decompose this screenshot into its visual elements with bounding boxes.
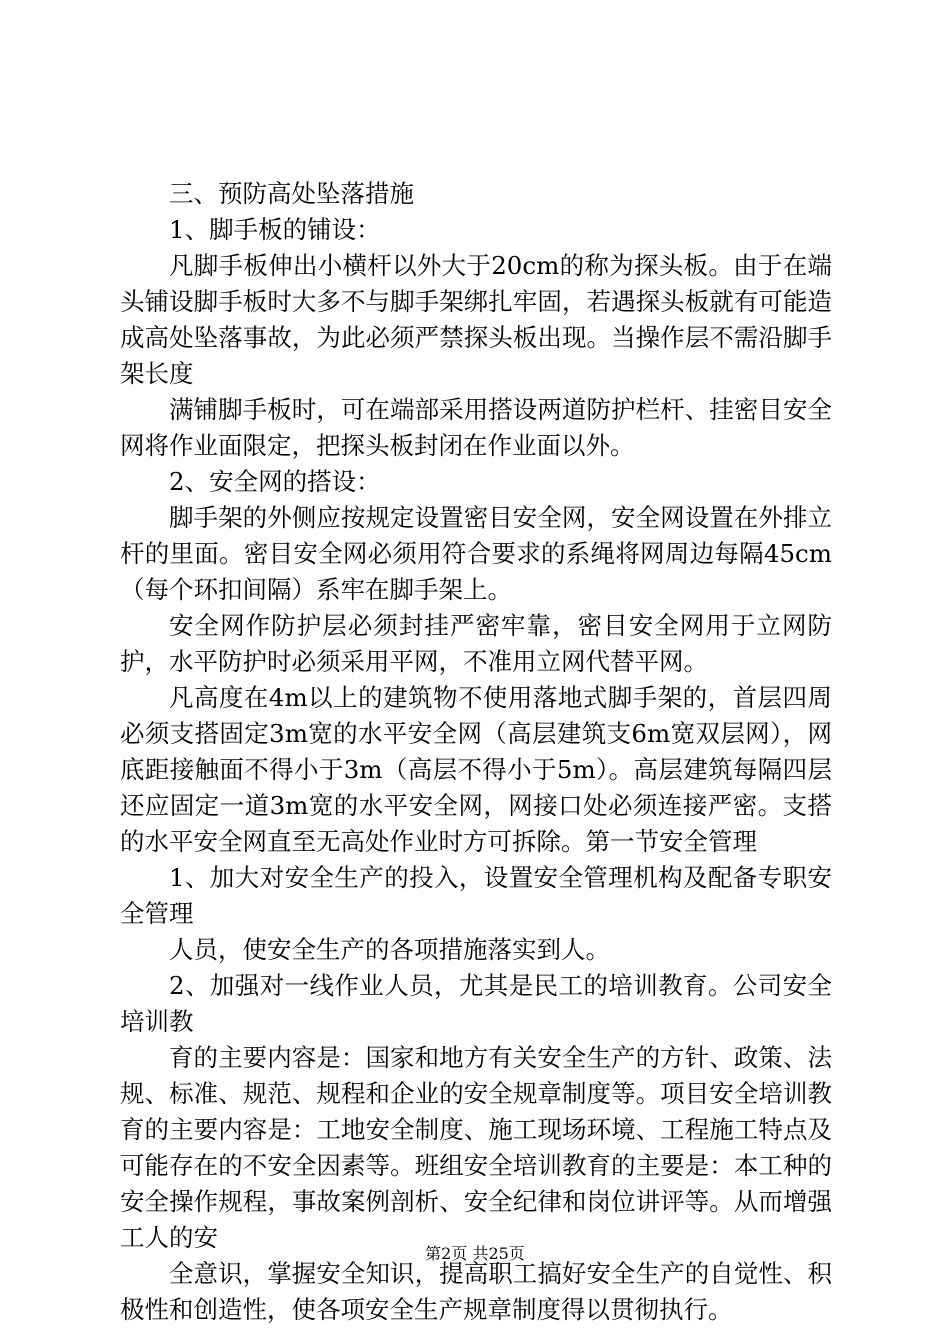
paragraph: 全意识，掌握安全知识，提高职工搞好安全生产的自觉性、积极性和创造性，使各项安全生产规章制度得以贯彻执行。 [120, 1259, 832, 1324]
section-heading: 三、预防高处坠落措施 [169, 179, 414, 208]
paragraph: 育的主要内容是：国家和地方有关安全生产的方针、政策、法规、标准、规范、规程和企业的安全规章制度等。项目安全培训教育的主要内容是：工地安全制度、施工现场环境、工程施工特点及可能存在的不安全因素等。班组安全培训教育的主要是：本工种的安全操作规程，事故案例剖析、安全纪律和岗位讲评等。从而增强工人的安 [120, 1043, 832, 1252]
paragraph: 凡高度在4m以上的建筑物不使用落地式脚手架的，首层四周必须支搭固定3m宽的水平安全网（高层建筑支6m宽双层网），网底距接触面不得小于3m（高层不得小于5m）。高层建筑每隔四层还应固定一道3m宽的水平安全网，网接口处必须连接严密。支搭的水平安全网直至无高处作业时方可拆除。第一节安全管理 [120, 683, 832, 856]
paragraph: 2、加强对一线作业人员，尤其是民工的培训教育。公司安全培训教 [120, 971, 832, 1036]
subsection-heading: 1、脚手板的铺设： [169, 215, 381, 244]
page-number: 第2页 共25页 [425, 1244, 525, 1263]
document-body [120, 176, 832, 1328]
paragraph: 脚手架的外侧应按规定设置密目安全网，安全网设置在外排立杆的里面。密目安全网必须用符合要求的系绳将网周边每隔45cm（每个环扣间隔）系牢在脚手架上。 [120, 503, 832, 604]
paragraph: 凡脚手板伸出小横杆以外大于20cm的称为探头板。由于在端头铺设脚手板时大多不与脚手架绑扎牢固，若遇探头板就有可能造成高处坠落事故，为此必须严禁探头板出现。当操作层不需沿脚手架长度 [120, 251, 832, 388]
subsection-heading: 2、安全网的搭设： [169, 467, 381, 496]
paragraph: 满铺脚手板时，可在端部采用搭设两道防护栏杆、挂密目安全网将作业面限定，把探头板封闭在作业面以外。 [120, 395, 832, 460]
page-footer [0, 1242, 950, 1266]
paragraph: 1、加大对安全生产的投入，设置安全管理机构及配备专职安全管理 [120, 863, 832, 928]
paragraph: 安全网作防护层必须封挂严密牢靠，密目安全网用于立网防护，水平防护时必须采用平网，不准用立网代替平网。 [120, 611, 832, 676]
paragraph: 人员，使安全生产的各项措施落实到人。 [169, 935, 610, 964]
